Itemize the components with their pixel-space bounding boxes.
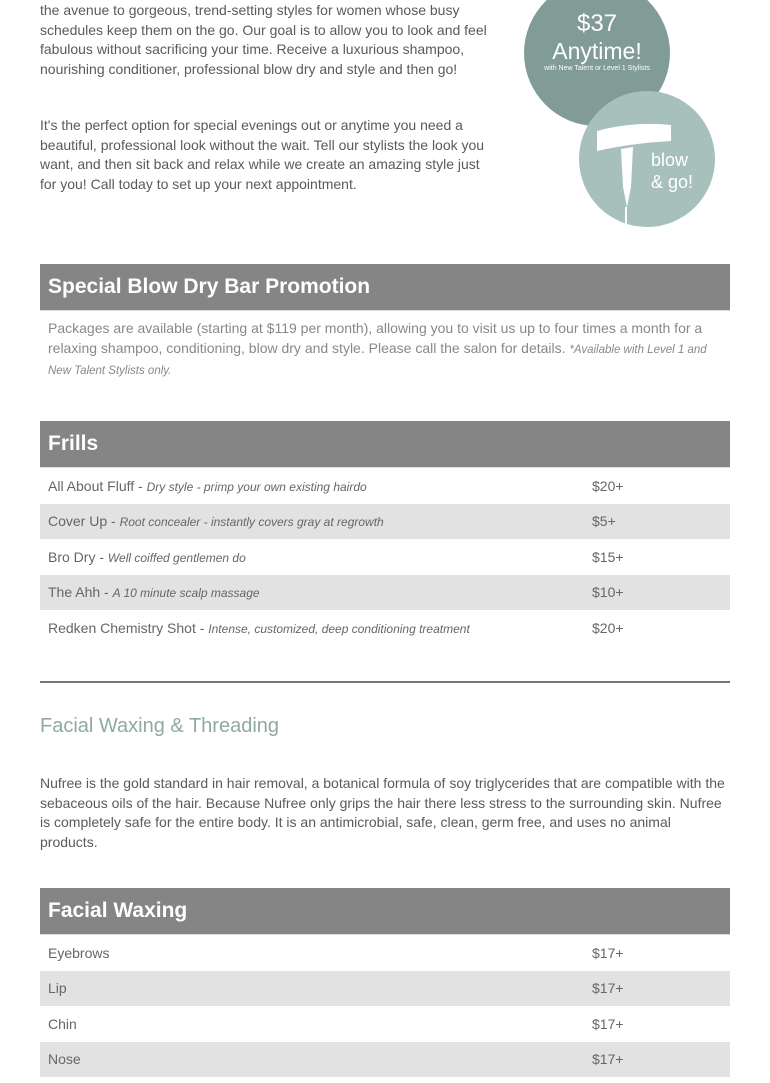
waxing-heading: Facial Waxing & Threading — [40, 715, 280, 737]
service-label: Eyebrows — [48, 944, 110, 961]
promo-body — [40, 311, 730, 390]
facial-waxing-table — [40, 888, 730, 1077]
service-price: $17+ — [592, 980, 624, 997]
service-price: $20+ — [592, 477, 624, 494]
table-row — [40, 935, 730, 971]
table-row — [40, 1006, 730, 1042]
service-price: $10+ — [592, 584, 624, 601]
intro-paragraph-2: It's the perfect option for special evenings out or anytime you need a beautiful, professional look without the wait. Tell our stylists the look you want, and then sit back and relax while we create an amazing style just for you! Call today to set up your next appointment. — [40, 117, 485, 192]
service-name: Bro Dry - Well coiffed gentlemen do — [48, 548, 246, 565]
promo-section — [40, 264, 730, 390]
service-description: Dry style - primp your own existing hairdo — [146, 479, 367, 494]
service-price: $5+ — [592, 513, 616, 530]
service-description: Well coiffed gentlemen do — [107, 550, 246, 565]
table-row — [40, 539, 730, 575]
service-name: All About Fluff - Dry style - primp your own existing hairdo — [48, 477, 367, 494]
service-label: Chin — [48, 1015, 77, 1032]
service-price: $17+ — [592, 1015, 624, 1032]
service-description: Intense, customized, deep conditioning treatment — [208, 621, 470, 636]
service-price: $15+ — [592, 548, 624, 565]
badge-subtext: with New Talent or Level 1 Stylists — [544, 65, 650, 72]
blow-and-go-badge — [579, 91, 715, 227]
service-name: Cover Up - Root concealer - instantly covers gray at regrowth — [48, 513, 384, 530]
service-name — [48, 1016, 592, 1032]
service-name — [48, 1051, 592, 1067]
promo-note: *Available with Level 1 and New Talent Stylists only. — [48, 343, 707, 377]
waxing-description: Nufree is the gold standard in hair removal, a botanical formula of soy triglycerides that are compatible with the sebaceous oils of the hair. Because Nufree only grips the hair there less stress to the surrounding skin. Nufree is completely safe for the entire body. It is an antimicrobial, safe, clean, germ free, and uses no animal products. — [40, 775, 725, 850]
service-label: Redken Chemistry Shot — [48, 619, 196, 636]
service-label: The Ahh — [48, 584, 101, 601]
promo-title: Special Blow Dry Bar Promotion — [40, 264, 730, 311]
section-divider — [40, 681, 730, 683]
promo-text: Packages are available (starting at $119 per month), allowing you to visit us up to four times a month for a relaxing shampoo, conditioning, blow dry and style. Please call the salon for details. — [48, 320, 703, 356]
badge-blow: blow — [651, 150, 689, 170]
service-label: Nose — [48, 1051, 81, 1068]
service-name — [48, 945, 592, 961]
service-description: Root concealer - instantly covers gray at regrowth — [119, 515, 384, 530]
service-price: $20+ — [592, 619, 624, 636]
service-description: A 10 minute scalp massage — [112, 586, 260, 601]
table-row — [40, 971, 730, 1007]
table-row — [40, 468, 730, 504]
service-price: $17+ — [592, 944, 624, 961]
service-label: All About Fluff — [48, 477, 135, 494]
badge-go: & go! — [651, 172, 694, 192]
frills-title: Frills — [40, 421, 730, 468]
service-name — [48, 980, 592, 996]
service-label: Lip — [48, 980, 67, 997]
intro-paragraph-1: the avenue to gorgeous, trend-setting styles for women whose busy schedules keep them on the go. Our goal is to allow you to look and feel fabulous without sacrificing your time. Receive a luxurious shampoo, nourishing conditioner, professional blow dry and style and then go! — [40, 2, 487, 77]
table-row — [40, 504, 730, 540]
table-row — [40, 610, 730, 646]
service-name: The Ahh - A 10 minute scalp massage — [48, 584, 260, 601]
service-label: Cover Up — [48, 513, 108, 530]
facial-waxing-title: Facial Waxing — [40, 888, 730, 935]
table-row — [40, 1042, 730, 1078]
badge-price: $37 — [576, 10, 618, 37]
badge-anytime: Anytime! — [552, 38, 642, 64]
service-name: Redken Chemistry Shot - Intense, customized, deep conditioning treatment — [48, 619, 470, 636]
frills-table — [40, 421, 730, 646]
table-row — [40, 575, 730, 611]
service-price: $17+ — [592, 1051, 624, 1068]
service-label: Bro Dry — [48, 548, 96, 565]
